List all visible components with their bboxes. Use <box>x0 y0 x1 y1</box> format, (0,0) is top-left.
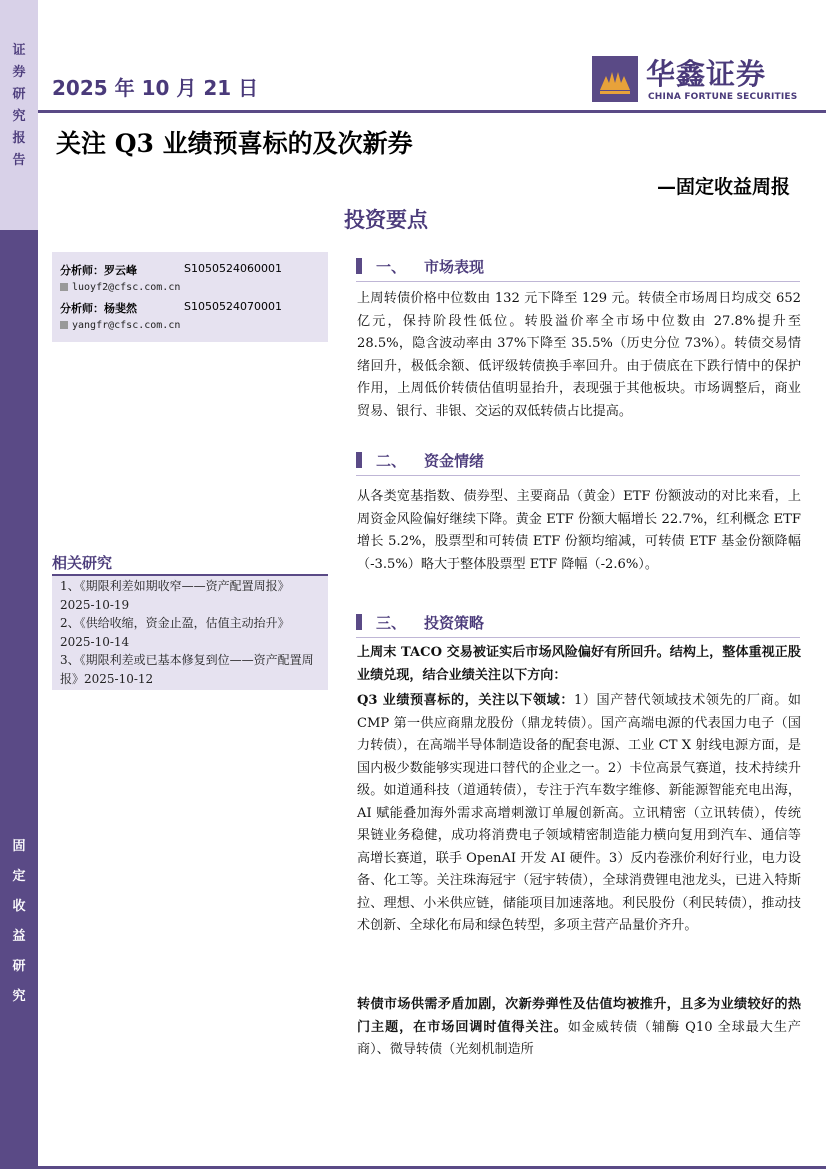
logo-mark-icon <box>592 56 638 102</box>
section-divider <box>356 281 800 282</box>
header-divider <box>38 110 826 113</box>
section-bar-icon <box>356 614 362 630</box>
analyst-email[interactable]: yangfr@cfsc.com.cn <box>60 320 180 331</box>
analyst-cert: S1050524060001 <box>184 262 282 275</box>
strategy-intro: 上周末 TACO 交易被证实后市场风险偏好有所回升。结构上，整体重视正股业绩兑现，结合业绩关注以下方向： <box>357 645 801 683</box>
section-heading-strategy: 三、 投资策略 <box>356 612 484 633</box>
section-bar-icon <box>356 452 362 468</box>
section-divider <box>356 637 800 638</box>
related-research-item[interactable]: 2、《供给收缩，资金止盈，估值主动抬升》2025-10-14 <box>60 616 290 649</box>
related-research-item[interactable]: 1、《期限利差如期收窄——资产配置周报》2025-10-19 <box>60 579 290 612</box>
analyst-row <box>60 262 282 278</box>
analyst-name: 分析师：杨斐然 <box>60 302 137 315</box>
section-bar-icon <box>356 258 362 274</box>
analyst-name: 分析师：罗云峰 <box>60 264 137 277</box>
research-category-label: 固 定 收 益 研 究 <box>12 839 26 1004</box>
mail-icon <box>60 283 68 291</box>
related-research-title: 相关研究 <box>52 554 113 572</box>
section-heading-market: 一、 市场表现 <box>356 256 484 277</box>
related-research-list <box>60 577 322 688</box>
strategy-new-issues: 转债市场供需矛盾加剧，次新券弹性及估值均被推升，且多为业绩较好的热门主题，在市场回调时值得关注。如金威转债（辅酶 Q10 全球最大生产商）、微导转债（光刻机制造所 <box>357 997 801 1057</box>
logo-name-cn: 华鑫证券 <box>646 57 767 91</box>
analyst-cert: S1050524070001 <box>184 300 282 313</box>
report-title: 关注 Q3 业绩预喜标的及次新券 <box>56 129 413 158</box>
analyst-email[interactable]: luoyf2@cfsc.com.cn <box>60 282 180 293</box>
logo-name-en: CHINA FORTUNE SECURITIES <box>648 92 798 102</box>
report-type-label: 证 券 研 究 报 告 <box>12 43 26 168</box>
strategy-q3-picks: Q3 业绩预喜标的，关注以下领域：1）国产替代领域技术领先的厂商。如 CMP 第一供应商鼎龙股份（鼎龙转债）。国产高端电源的代表国力电子（国力转债），在高端半导体制造设备的配套电源、工业 CT X 射线电源方面，是国内极少数能够实现进口替代的企业之一。2）卡位高景气赛道，技术持续升级。如道通科技（道通转债），专注于汽车数字维修、新能源智能充电出海，AI 赋能叠加海外需求高增刺激订单履创新高。立讯精密（立讯转债），传统果链业务稳健，成功将消费电子领域精密制造能力横向复用到汽车、通信等高增长赛道，联手 OpenAI 开发 AI 硬件。3）反内卷涨价利好行业，电力设备、化工等。关注珠海冠宇（冠宇转债），全球消费锂电池龙头，已进入特斯拉、理想、小米供应链，储能项目加速落地。利民股份（利民转债），推动技术创新、全球化布局和绿色转型，多项主营产品量价齐升。 <box>357 693 801 933</box>
key-points-heading: 投资要点 <box>344 207 428 232</box>
report-date: 2025 年 10 月 21 日 <box>52 76 259 100</box>
section-body-market: 上周转债价格中位数由 132 元下降至 129 元。转债全市场周日均成交 652 亿元，保持阶段性低位。转股溢价率全市场中位数由 27.8%提升至 28.5%，隐含波动率由 37%下降至 35.5%（历史分位 73%）。转债交易情绪回升，极低余额、低评级转债换手率回升。由于债底在下跌行情中的保护作用，上周低价转债估值明显抬升，表现强于其他板块。市场调整后，商业贸易、银行、非银、交运的双低转债占比提高。 <box>357 291 801 419</box>
section-body-funds: 从各类宽基指数、债券型、主要商品（黄金）ETF 份额波动的对比来看，上周资金风险偏好继续下降。黄金 ETF 份额大幅增长 22.7%，红利概念 ETF 增长 5.2%，股票型和可转债 ETF 份额均缩减，可转债 ETF 基金份额降幅（-3.5%）略大于整体股票型 ETF 降幅（-2.6%）。 <box>357 489 801 572</box>
section-heading-funds: 二、 资金情绪 <box>356 450 484 471</box>
analyst-row <box>60 300 282 316</box>
mail-icon <box>60 321 68 329</box>
report-subtitle: —固定收益周报 <box>656 176 790 198</box>
section-divider <box>356 475 800 476</box>
related-research-item[interactable]: 3、《期限利差或已基本修复到位——资产配置周报》2025-10-12 <box>60 653 314 686</box>
company-logo <box>592 52 812 108</box>
